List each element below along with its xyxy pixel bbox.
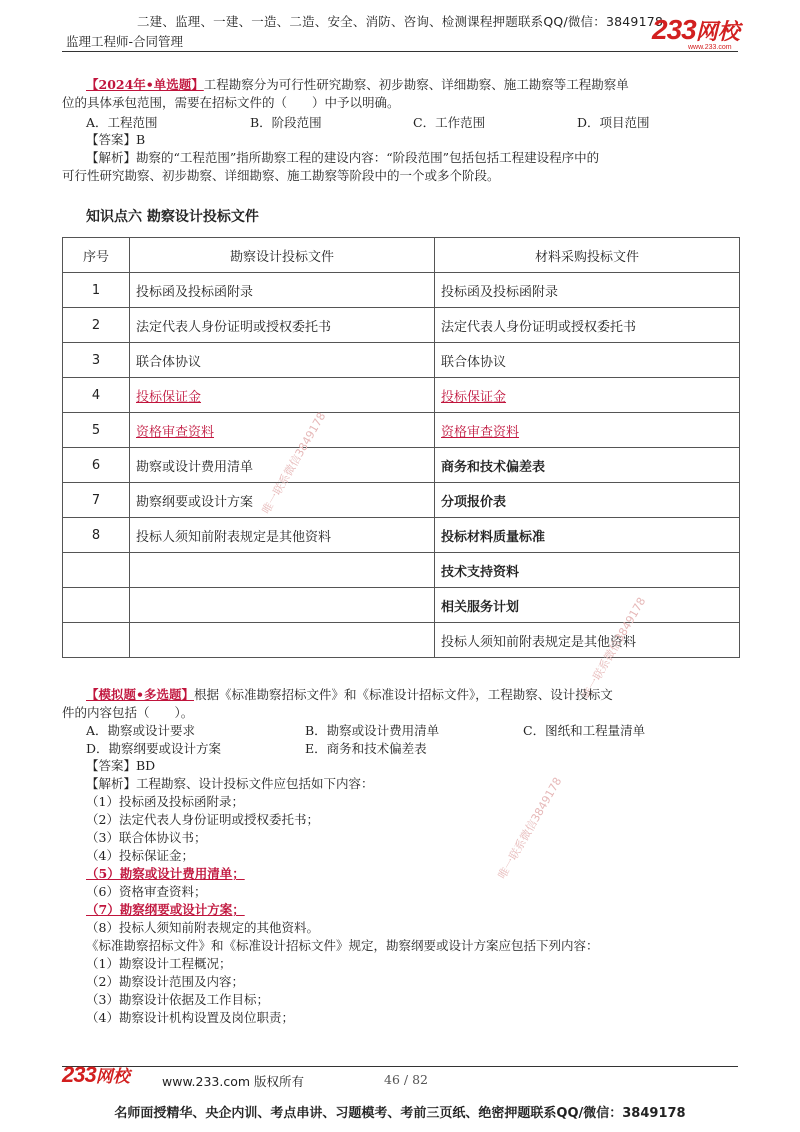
footer-logo-text: 网校 xyxy=(95,1067,130,1086)
footer-logo-number: 233 xyxy=(62,1062,96,1087)
q2-item-5-highlight: （5）勘察或设计费用清单； xyxy=(86,866,245,881)
watermark: 唯一联系微信3849178 xyxy=(259,410,329,517)
row-material-doc: 投标人须知前附表规定是其他资料 xyxy=(435,623,740,658)
q2-option-d: D．勘察纲要或设计方案 xyxy=(86,741,222,756)
page-number: 46 / 82 xyxy=(384,1072,428,1087)
header-survey-design: 勘察设计投标文件 xyxy=(130,238,435,273)
header-material-procurement: 材料采购投标文件 xyxy=(435,238,740,273)
footer-promo: 名师面授精华、央企内训、考点串讲、习题模考、考前三页纸、绝密押题联系QQ/微信：3849178 xyxy=(114,1106,686,1121)
row-survey-doc: 勘察或设计费用清单 xyxy=(130,448,435,483)
q1-answer: 【答案】B xyxy=(86,132,146,147)
row-material-doc: 商务和技术偏差表 xyxy=(435,448,740,483)
row-material-doc: 联合体协议 xyxy=(435,343,740,378)
row-material-doc: 相关服务计划 xyxy=(435,588,740,623)
table-row xyxy=(63,553,740,588)
row-no: 3 xyxy=(63,343,130,378)
row-no xyxy=(63,588,130,623)
q1-option-c: C．工作范围 xyxy=(413,115,486,130)
row-material-doc: 法定代表人身份证明或授权委托书 xyxy=(435,308,740,343)
row-survey-doc: 投标函及投标函附录 xyxy=(130,273,435,308)
q2-sub-item-3: （3）勘察设计依据及工作目标； xyxy=(86,992,269,1007)
row-material-doc-link[interactable]: 资格审查资料 xyxy=(441,424,520,440)
q1-option-b: B．阶段范围 xyxy=(250,115,322,130)
watermark: 唯一联系微信3849178 xyxy=(495,775,565,882)
q1-option-a: A．工程范围 xyxy=(86,115,158,130)
row-material-doc: 投标材料质量标准 xyxy=(435,518,740,553)
row-survey-doc-link[interactable]: 投标保证金 xyxy=(136,389,202,405)
row-survey-doc xyxy=(130,588,435,623)
row-no: 2 xyxy=(63,308,130,343)
row-survey-doc: 法定代表人身份证明或授权委托书 xyxy=(130,308,435,343)
row-survey-doc xyxy=(130,553,435,588)
row-no: 8 xyxy=(63,518,130,553)
row-survey-doc-link[interactable]: 资格审查资料 xyxy=(136,424,215,440)
q2-item-8: （8）投标人须知前附表规定的其他资料。 xyxy=(86,920,319,935)
logo-text: 网校 xyxy=(695,19,740,44)
q2-sub-item-1: （1）勘察设计工程概况； xyxy=(86,956,232,971)
table-row xyxy=(63,413,740,448)
row-material-doc: 分项报价表 xyxy=(435,483,740,518)
row-no: 5 xyxy=(63,413,130,448)
logo-url: www.233.com xyxy=(688,44,732,51)
table-header-row xyxy=(63,238,740,273)
q2-analysis-intro: 【解析】工程勘察、设计投标文件应包括如下内容： xyxy=(86,776,374,791)
q2-answer: 【答案】BD xyxy=(86,758,156,773)
header-subtitle: 监理工程师-合同管理 xyxy=(66,34,184,49)
q1-analysis-line2: 可行性研究勘察、初步勘察、详细勘察、施工勘察等阶段中的一个或多个阶段。 xyxy=(62,168,500,183)
table-row xyxy=(63,308,740,343)
row-material-doc: 技术支持资料 xyxy=(435,553,740,588)
q1-stem-line2: 位的具体承包范围，需要在招标文件的（ ）中予以明确。 xyxy=(62,95,400,110)
q2-stem-line1: 【模拟题•多选题】根据《标准勘察招标文件》和《标准设计招标文件》，工程勘察、设计投标文 xyxy=(86,687,613,702)
q2-sub-item-4: （4）勘察设计机构设置及岗位职责； xyxy=(86,1010,294,1025)
row-material-doc-link[interactable]: 投标保证金 xyxy=(441,389,507,405)
q2-tag: 【模拟题•多选题】 xyxy=(86,687,194,702)
table-row xyxy=(63,623,740,658)
logo xyxy=(652,14,740,46)
footer-rule xyxy=(62,1066,738,1067)
table-row xyxy=(63,378,740,413)
q2-item-3: （3）联合体协议书； xyxy=(86,830,207,845)
q2-stem-line2: 件的内容包括（ ）。 xyxy=(62,705,194,720)
bid-documents-table xyxy=(62,237,740,658)
q2-item-6: （6）资格审查资料； xyxy=(86,884,207,899)
q2-item-7-highlight: （7）勘察纲要或设计方案； xyxy=(86,902,245,917)
q1-tag: 【2024年•单选题】 xyxy=(86,77,204,92)
row-no: 1 xyxy=(63,273,130,308)
table-row xyxy=(63,448,740,483)
row-no: 6 xyxy=(63,448,130,483)
q2-option-b: B．勘察或设计费用清单 xyxy=(305,723,440,738)
row-no: 7 xyxy=(63,483,130,518)
row-material-doc: 投标函及投标函附录 xyxy=(435,273,740,308)
logo-number: 233 xyxy=(652,14,696,45)
watermark: 唯一联系微信3849178 xyxy=(579,595,649,702)
q2-option-a: A．勘察或设计要求 xyxy=(86,723,196,738)
q2-option-e: E．商务和技术偏差表 xyxy=(305,741,427,756)
q1-analysis-line1: 【解析】勘察的“工程范围”指所勘察工程的建设内容：“阶段范围”包括包括工程建设程序中的 xyxy=(86,150,600,165)
table-row xyxy=(63,518,740,553)
q2-item-1: （1）投标函及投标函附录； xyxy=(86,794,244,809)
table-row xyxy=(63,273,740,308)
q2-sub-item-2: （2）勘察设计范围及内容； xyxy=(86,974,244,989)
row-survey-doc: 勘察纲要或设计方案 xyxy=(130,483,435,518)
row-no xyxy=(63,623,130,658)
row-survey-doc: 联合体协议 xyxy=(130,343,435,378)
row-survey-doc xyxy=(130,623,435,658)
table-row xyxy=(63,483,740,518)
q2-option-c: C．图纸和工程量清单 xyxy=(523,723,646,738)
q2-item-2: （2）法定代表人身份证明或授权委托书； xyxy=(86,812,319,827)
row-no: 4 xyxy=(63,378,130,413)
footer-copyright: www.233.com 版权所有 xyxy=(162,1074,304,1089)
footer-logo xyxy=(62,1062,130,1088)
row-no xyxy=(63,553,130,588)
q2-item-4: （4）投标保证金； xyxy=(86,848,194,863)
q1-option-d: D．项目范围 xyxy=(577,115,650,130)
header-rule xyxy=(62,51,738,52)
header-promo: 二建、监理、一建、一造、二造、安全、消防、咨询、检测课程押题联系QQ/微信：3849178 xyxy=(136,14,664,29)
q1-stem-line1: 【2024年•单选题】工程勘察分为可行性研究勘察、初步勘察、详细勘察、施工勘察等工程勘察单 xyxy=(86,77,629,92)
header-no: 序号 xyxy=(63,238,130,273)
q2-rule-line: 《标准勘察招标文件》和《标准设计招标文件》规定，勘察纲要或设计方案应包括下列内容： xyxy=(86,938,599,953)
row-survey-doc: 投标人须知前附表规定是其他资料 xyxy=(130,518,435,553)
section-title: 知识点六 勘察设计投标文件 xyxy=(86,209,259,225)
table-row xyxy=(63,343,740,378)
